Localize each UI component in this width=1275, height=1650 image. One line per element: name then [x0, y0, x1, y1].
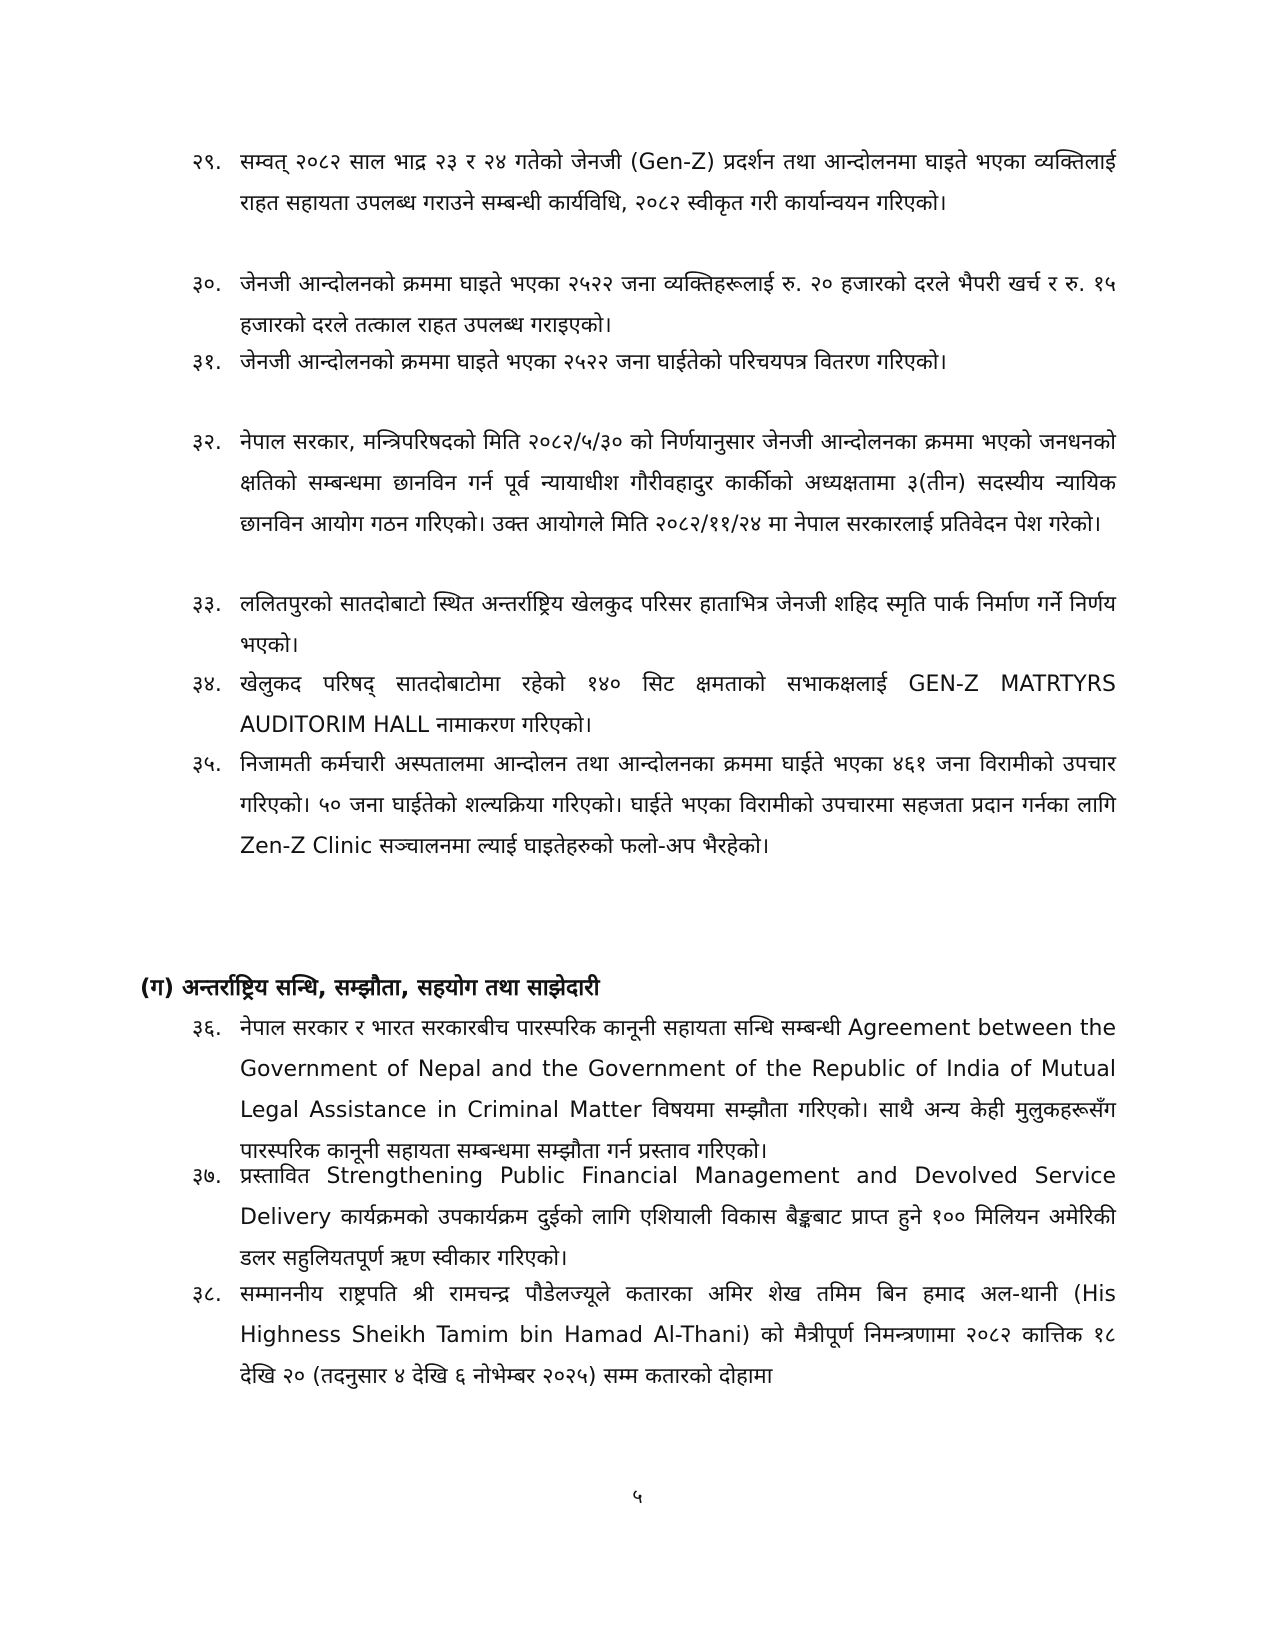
item-text: सम्माननीय राष्ट्रपति श्री रामचन्द्र पौडेलज्यूले कतारका अमिर शेख तमिम बिन हमाद अल-थानी (His Highness Sheikh Tamim bin Hamad Al-Thani) को मैत्रीपूर्ण निमन्त्रणामा २०८२ कात्तिक १८ देखि २० (तदनुसार ४ देखि ६ नोभेम्बर २०२५) सम्म कतारको दोहामा [240, 1282, 1116, 1389]
item-text: जेनजी आन्दोलनको क्रममा घाइते भएका २५२२ जना घाईतेको परिचयपत्र वितरण गरिएको। [240, 350, 947, 375]
item-text: निजामती कर्मचारी अस्पतालमा आन्दोलन तथा आन्दोलनका क्रममा घाईते भएका ४६१ जना विरामीको उपचार गरिएको। ५० जना घाईतेको शल्यक्रिया गरिएको। घाईते भएका विरामीको उपचारमा सहजता प्रदान गर्नका लागि Zen-Z Clinic सञ्चालनमा ल्याई घाइतेहरुको फलो-अप भैरहेको। [240, 752, 1116, 859]
item-number: ३५. [192, 752, 222, 777]
item-text: ललितपुरको सातदोबाटो स्थित अन्तर्राष्ट्रिय खेलकुद परिसर हाताभित्र जेनजी शहिद स्मृति पार्क निर्माण गर्ने निर्णय भएको। [240, 592, 1116, 658]
item-number: ३०. [192, 272, 222, 297]
item-number: ३२. [192, 430, 222, 455]
item-text: खेलुकद परिषद् सातदोबाटोमा रहेको १४० सिट क्षमताको सभाकक्षलाई GEN-Z MATRTYRS AUDITORIM HALL नामाकरण गरिएको। [240, 672, 1116, 738]
item-text: जेनजी आन्दोलनको क्रममा घाइते भएका २५२२ जना व्यक्तिहरूलाई रु. २० हजारको दरले भैपरी खर्च र रु. १५ हजारको दरले तत्काल राहत उपलब्ध गराइएको। [240, 272, 1116, 338]
item-number: ३१. [192, 350, 222, 375]
list-item-37 [192, 1156, 1116, 1279]
list-item-29 [192, 142, 1116, 224]
item-number: ३८. [192, 1282, 222, 1307]
list-item-38 [192, 1274, 1116, 1397]
page-number: ५ [632, 1484, 643, 1508]
section-heading: (ग) अन्तर्राष्ट्रिय सन्धि, सम्झौता, सहयोग तथा साझेदारी [140, 975, 600, 1001]
item-text: नेपाल सरकार र भारत सरकारबीच पारस्परिक कानूनी सहायता सन्धि सम्बन्धी Agreement between the Government of Nepal and the Government of the Republic of India of Mutual Legal Assistance in Criminal Matter विषयमा सम्झौता गरिएको। साथै अन्य केही मुलुकहरूसँग पारस्परिक कानूनी सहायता सम्बन्धमा सम्झौता गर्न प्रस्ताव गरिएको। [240, 1016, 1116, 1164]
list-item-36 [192, 1008, 1116, 1172]
list-item-35 [192, 744, 1116, 867]
item-number: ३६. [192, 1016, 222, 1041]
list-item-30 [192, 264, 1116, 346]
item-text: नेपाल सरकार, मन्त्रिपरिषदको मिति २०८२/५/३० को निर्णयानुसार जेनजी आन्दोलनका क्रममा भएको जनधनको क्षतिको सम्बन्धमा छानविन गर्न पूर्व न्यायाधीश गौरीवहादुर कार्कीको अध्यक्षतामा ३(तीन) सदस्यीय न्यायिक छानविन आयोग गठन गरिएको। उक्त आयोगले मिति २०८२/११/२४ मा नेपाल सरकारलाई प्रतिवेदन पेश गरेको। [240, 430, 1116, 537]
list-item-32 [192, 422, 1116, 545]
list-item-31 [192, 342, 1116, 383]
item-number: २९. [192, 150, 222, 175]
item-text: प्रस्तावित Strengthening Public Financial Management and Devolved Service Delivery कार्यक्रमको उपकार्यक्रम दुईको लागि एशियाली विकास बैङ्कबाट प्राप्त हुने १०० मिलियन अमेरिकी डलर सहुलियतपूर्ण ऋण स्वीकार गरिएको। [240, 1164, 1116, 1271]
list-item-33 [192, 584, 1116, 666]
item-number: ३७. [192, 1164, 222, 1189]
item-text: सम्वत् २०८२ साल भाद्र २३ र २४ गतेको जेनजी (Gen-Z) प्रदर्शन तथा आन्दोलनमा घाइते भएका व्यक्तिलाई राहत सहायता उपलब्ध गराउने सम्बन्धी कार्यविधि, २०८२ स्वीकृत गरी कार्यान्वयन गरिएको। [240, 150, 1116, 216]
list-item-34 [192, 664, 1116, 746]
item-number: ३४. [192, 672, 222, 697]
item-number: ३३. [192, 592, 222, 617]
